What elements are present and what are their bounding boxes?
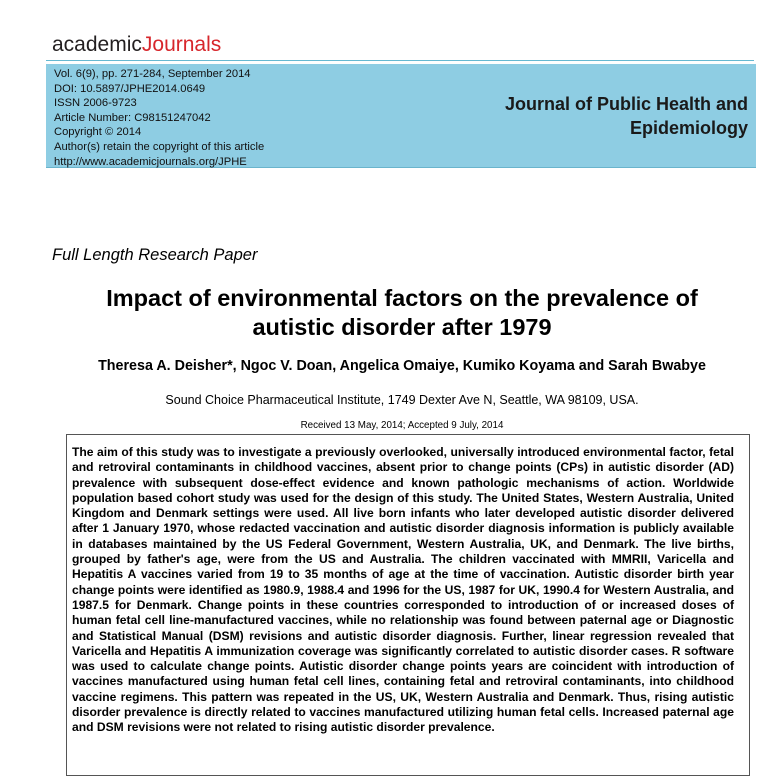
issn: ISSN 2006-9723 bbox=[54, 97, 137, 110]
publisher-logo bbox=[52, 33, 221, 57]
article-metadata bbox=[54, 67, 264, 169]
title-line2: autistic disorder after 1979 bbox=[252, 314, 552, 340]
copyright: Copyright © 2014 bbox=[54, 126, 142, 139]
title-line1: Impact of environmental factors on the prevalence of bbox=[106, 285, 698, 311]
paper-type: Full Length Research Paper bbox=[52, 246, 258, 264]
journal-name bbox=[505, 92, 748, 140]
journal-name-line1: Journal of Public Health and bbox=[504, 94, 748, 114]
article-title bbox=[20, 284, 764, 342]
received-accepted-dates: Received 13 May, 2014; Accepted 9 July, 2014 bbox=[300, 420, 504, 431]
copyright-note: Author(s) retain the copyright of this article bbox=[54, 140, 265, 153]
journal-name-line2: Epidemiology bbox=[629, 118, 748, 138]
article-number: Article Number: C98151247042 bbox=[54, 111, 211, 124]
header-divider bbox=[46, 60, 754, 61]
author-list: Theresa A. Deisher*, Ngoc V. Doan, Angelica Omaiye, Kumiko Koyama and Sarah Bwabye bbox=[98, 358, 706, 374]
journal-url[interactable]: http://www.academicjournals.org/JPHE bbox=[54, 155, 247, 168]
doi: DOI: 10.5897/JPHE2014.0649 bbox=[54, 82, 206, 95]
affiliation: Sound Choice Pharmaceutical Institute, 1749 Dexter Ave N, Seattle, WA 98109, USA. bbox=[165, 393, 639, 407]
volume-info: Vol. 6(9), pp. 271-284, September 2014 bbox=[54, 68, 251, 80]
logo-academic: academic bbox=[52, 33, 142, 56]
journal-masthead bbox=[46, 64, 756, 168]
abstract-text: The aim of this study was to investigate a previously overlooked, universally introduced environmental factor, fetal and retroviral contaminants in childhood vaccines, absent prior to change points (CPs) in autistic disorder (AD) prevalence with subsequent dose-effect evidence and known pathologic mechanisms of action. Worldwide population based cohort study was used for the design of this study. The United States, Western Australia, United Kingdom and Denmark settings were used. All live born infants who later developed autistic disorder delivered after 1 January 1970, whose redacted vaccination and autistic disorder diagnosis information is publicly available in databases maintained by the US Federal Government, Western Australia, UK, and Denmark. The live births, grouped by father's age, were from the US and Australia. The children vaccinated with MMRII, Varicella and Hepatitis A vaccines varied from 19 to 35 months of age at the time of vaccination. Autistic disorder birth year change points were identified as 1980.9, 1988.4 and 1996 for the US, 1987 for UK, 1990.4 for Western Australia, and 1987.5 for Denmark. Change points in these countries corresponded to introduction of or increased doses of human fetal cell line-manufactured vaccines, while no relationship was found between paternal age or Diagnostic and Statistical Manual (DSM) revisions and autistic disorder diagnosis. Further, linear regression revealed that Varicella and Hepatitis A immunization coverage was significantly correlated to autistic disorder cases. R software was used to calculate change points. Autistic disorder change points years are coincident with introduction of vaccines manufactured using human fetal cell lines, containing fetal and retroviral contaminants, into childhood vaccine regimens. This pattern was repeated in the US, UK, Western Australia and Denmark. Thus, rising autistic disorder prevalence is directly related to vaccines manufactured utilizing human fetal cells. Increased paternal age and DSM revisions were not related to rising autistic disorder prevalence. bbox=[72, 445, 734, 735]
logo-journals: Journals bbox=[141, 33, 222, 56]
